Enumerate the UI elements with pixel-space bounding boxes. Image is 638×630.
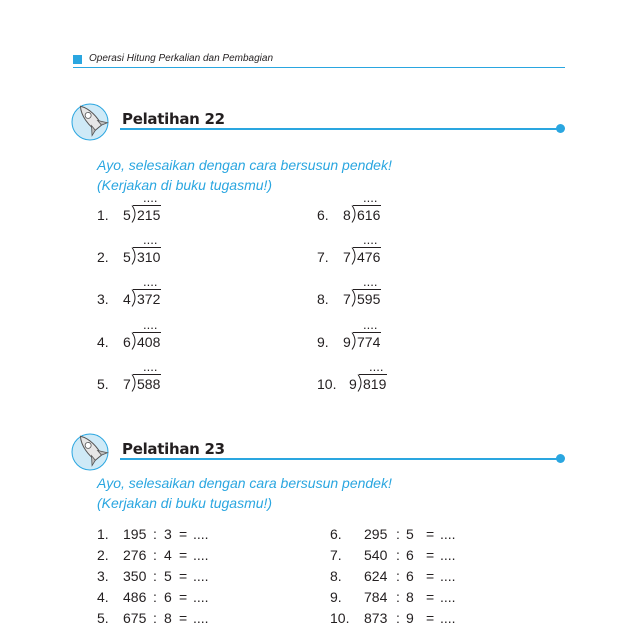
equals-sign: = (426, 547, 435, 563)
equals-sign: = (179, 610, 188, 626)
dividend: 310 (137, 249, 161, 265)
division-bar (353, 332, 381, 333)
equation-row (330, 526, 560, 544)
item-number: 1. (97, 526, 109, 542)
item-number: 8. (330, 568, 342, 584)
section-rule-dot (556, 454, 565, 463)
dividend: 476 (357, 249, 381, 265)
item-number: 2. (97, 547, 109, 563)
item-number: 7. (317, 249, 329, 265)
divisor: 5 (164, 568, 172, 584)
operator: : (396, 610, 400, 626)
item-number: 4. (97, 334, 109, 350)
equation-row (330, 547, 560, 565)
divisor: 9 (406, 610, 414, 626)
division-bar (133, 247, 161, 248)
equation-row (97, 568, 327, 586)
answer-placeholder: .... (193, 610, 209, 626)
answer-placeholder: .... (363, 190, 378, 205)
dividend: 486 (123, 589, 147, 605)
division-item (97, 190, 297, 229)
page-header (73, 53, 565, 69)
header-square-icon (73, 55, 82, 64)
dividend: 215 (137, 207, 161, 223)
answer-placeholder: .... (143, 359, 158, 374)
instruction-line-1: Ayo, selesaikan dengan cara bersusun pendek! (97, 475, 392, 491)
division-bar (353, 247, 381, 248)
answer-placeholder: .... (440, 568, 456, 584)
answer-placeholder: .... (143, 274, 158, 289)
answer-placeholder: .... (363, 274, 378, 289)
item-number: 3. (97, 291, 109, 307)
dividend: 675 (123, 610, 147, 626)
dividend: 616 (357, 207, 381, 223)
item-number: 9. (330, 589, 342, 605)
division-item (317, 190, 517, 229)
section-rule-dot (556, 124, 565, 133)
division-bar (133, 289, 161, 290)
divisor: 4 (164, 547, 172, 563)
divisor: 7 (343, 291, 351, 307)
dividend: 372 (137, 291, 161, 307)
answer-placeholder: .... (440, 547, 456, 563)
answer-placeholder: .... (143, 190, 158, 205)
item-number: 7. (330, 547, 342, 563)
divisor: 9 (349, 376, 357, 392)
division-bar (353, 205, 381, 206)
answer-placeholder: .... (440, 589, 456, 605)
divisor: 4 (123, 291, 131, 307)
division-item (97, 232, 297, 271)
equation-row (97, 526, 327, 544)
section-rule (120, 128, 560, 130)
answer-placeholder: .... (193, 526, 209, 542)
rocket-icon (70, 98, 114, 142)
answer-placeholder: .... (193, 568, 209, 584)
equation-row (330, 610, 560, 628)
equation-row (97, 589, 327, 607)
equation-row (97, 610, 327, 628)
divisor: 6 (123, 334, 131, 350)
instruction-line-2: (Kerjakan di buku tugasmu!) (97, 177, 273, 193)
item-number: 4. (97, 589, 109, 605)
section-rule (120, 458, 560, 460)
item-number: 10. (330, 610, 350, 626)
divisor: 6 (406, 568, 414, 584)
item-number: 5. (97, 610, 109, 626)
divisor: 3 (164, 526, 172, 542)
division-item (317, 317, 517, 356)
division-bar (353, 289, 381, 290)
item-number: 3. (97, 568, 109, 584)
operator: : (153, 589, 157, 605)
equals-sign: = (179, 568, 188, 584)
item-number: 8. (317, 291, 329, 307)
item-number: 2. (97, 249, 109, 265)
answer-placeholder: .... (193, 589, 209, 605)
divisor: 9 (343, 334, 351, 350)
dividend: 350 (123, 568, 147, 584)
equals-sign: = (179, 589, 188, 605)
operator: : (153, 526, 157, 542)
divisor: 6 (406, 547, 414, 563)
divisor: 5 (406, 526, 414, 542)
answer-placeholder: .... (143, 317, 158, 332)
rocket-icon (70, 428, 114, 472)
answer-placeholder: .... (369, 359, 384, 374)
division-item (317, 274, 517, 313)
division-bar (359, 374, 387, 375)
section-title: Pelatihan 23 (122, 440, 225, 458)
operator: : (396, 568, 400, 584)
item-number: 5. (97, 376, 109, 392)
answer-placeholder: .... (440, 526, 456, 542)
dividend: 408 (137, 334, 161, 350)
dividend: 624 (364, 568, 388, 584)
divisor: 8 (343, 207, 351, 223)
division-item (97, 274, 297, 313)
equation-row (330, 589, 560, 607)
divisor: 5 (123, 249, 131, 265)
division-bar (133, 205, 161, 206)
division-bar (133, 332, 161, 333)
division-item (97, 359, 297, 398)
operator: : (153, 568, 157, 584)
operator: : (153, 610, 157, 626)
equation-row (330, 568, 560, 586)
dividend: 819 (363, 376, 387, 392)
dividend: 540 (364, 547, 388, 563)
header-rule (73, 67, 565, 68)
answer-placeholder: .... (363, 317, 378, 332)
divisor: 8 (406, 589, 414, 605)
dividend: 784 (364, 589, 388, 605)
answer-placeholder: .... (440, 610, 456, 626)
equals-sign: = (426, 568, 435, 584)
section-title: Pelatihan 22 (122, 110, 225, 128)
instruction-line-1: Ayo, selesaikan dengan cara bersusun pendek! (97, 157, 392, 173)
operator: : (396, 547, 400, 563)
operator: : (396, 526, 400, 542)
item-number: 9. (317, 334, 329, 350)
division-item (97, 317, 297, 356)
dividend: 295 (364, 526, 388, 542)
dividend: 774 (357, 334, 381, 350)
dividend: 595 (357, 291, 381, 307)
equals-sign: = (426, 589, 435, 605)
divisor: 7 (343, 249, 351, 265)
dividend: 588 (137, 376, 161, 392)
divisor: 5 (123, 207, 131, 223)
item-number: 1. (97, 207, 109, 223)
item-number: 6. (330, 526, 342, 542)
divisor: 7 (123, 376, 131, 392)
equals-sign: = (426, 526, 435, 542)
dividend: 873 (364, 610, 388, 626)
equals-sign: = (426, 610, 435, 626)
item-number: 6. (317, 207, 329, 223)
operator: : (153, 547, 157, 563)
operator: : (396, 589, 400, 605)
divisor: 8 (164, 610, 172, 626)
dividend: 276 (123, 547, 147, 563)
division-item (317, 232, 517, 271)
equals-sign: = (179, 547, 188, 563)
answer-placeholder: .... (193, 547, 209, 563)
dividend: 195 (123, 526, 147, 542)
answer-placeholder: .... (143, 232, 158, 247)
answer-placeholder: .... (363, 232, 378, 247)
header-title: Operasi Hitung Perkalian dan Pembagian (89, 53, 273, 64)
division-item (317, 359, 517, 398)
item-number: 10. (317, 376, 337, 392)
divisor: 6 (164, 589, 172, 605)
division-bar (133, 374, 161, 375)
equation-row (97, 547, 327, 565)
instruction-line-2: (Kerjakan di buku tugasmu!) (97, 495, 273, 511)
equals-sign: = (179, 526, 188, 542)
